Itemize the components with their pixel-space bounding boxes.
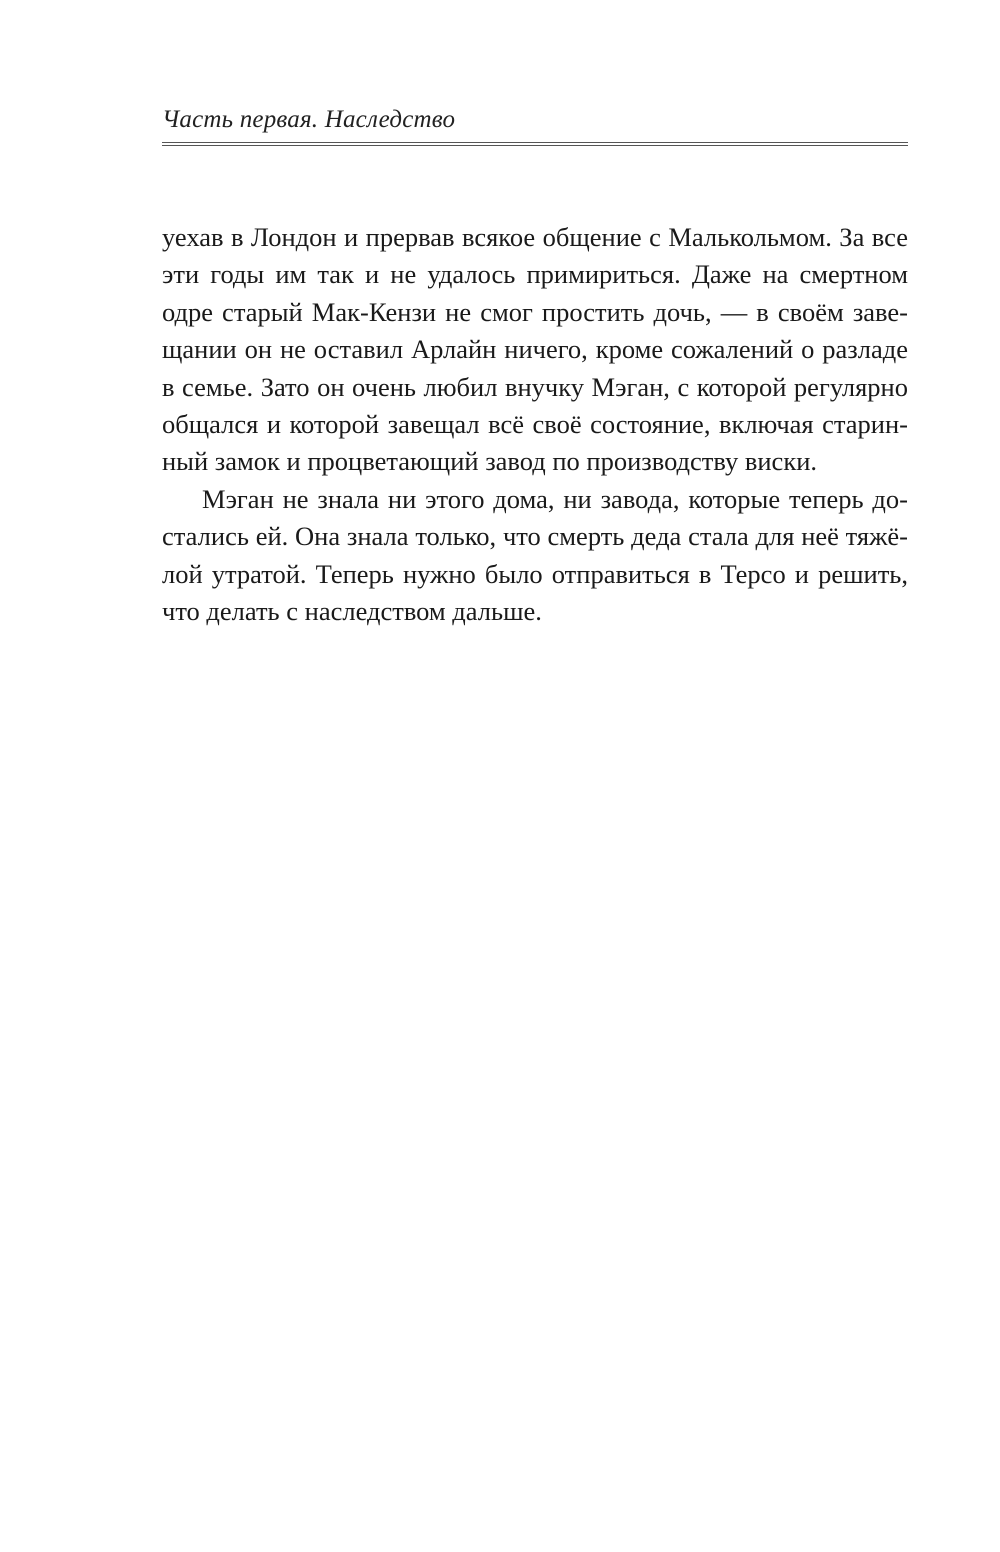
text-line: одре старый Мак-Кензи не смог простить дочь, — в своём заве- [162, 296, 908, 327]
text-line: стались ей. Она знала только, что смерть деда стала для неё тяжё- [162, 521, 908, 552]
text-line: общался и которой завещал всё своё состояние, включая старин- [162, 408, 908, 439]
text-line: щании он не оставил Арлайн ничего, кроме сожалений о разладе [162, 334, 908, 365]
running-header [162, 104, 908, 146]
text-line: Мэган не знала ни этого дома, ни завода, которые теперь до- [202, 483, 908, 514]
paragraph-1 [162, 219, 908, 481]
header-double-rule [162, 142, 908, 146]
text-line: эти годы им так и не удалось примириться. Даже на смертном [162, 259, 908, 290]
running-title: Часть первая. Наследство [162, 106, 456, 133]
body-text [162, 219, 908, 630]
text-line: лой утратой. Теперь нужно было отправиться в Терсо и решить, [162, 558, 908, 589]
text-line: ный замок и процветающий завод по производству виски. [162, 446, 817, 477]
text-line: уехав в Лондон и прервав всякое общение с Малькольмом. За все [162, 222, 908, 252]
paragraph-2 [162, 481, 908, 631]
text-line: в семье. Зато он очень любил внучку Мэган, с которой регулярно [162, 371, 908, 402]
text-line: что делать с наследством дальше. [162, 595, 542, 626]
